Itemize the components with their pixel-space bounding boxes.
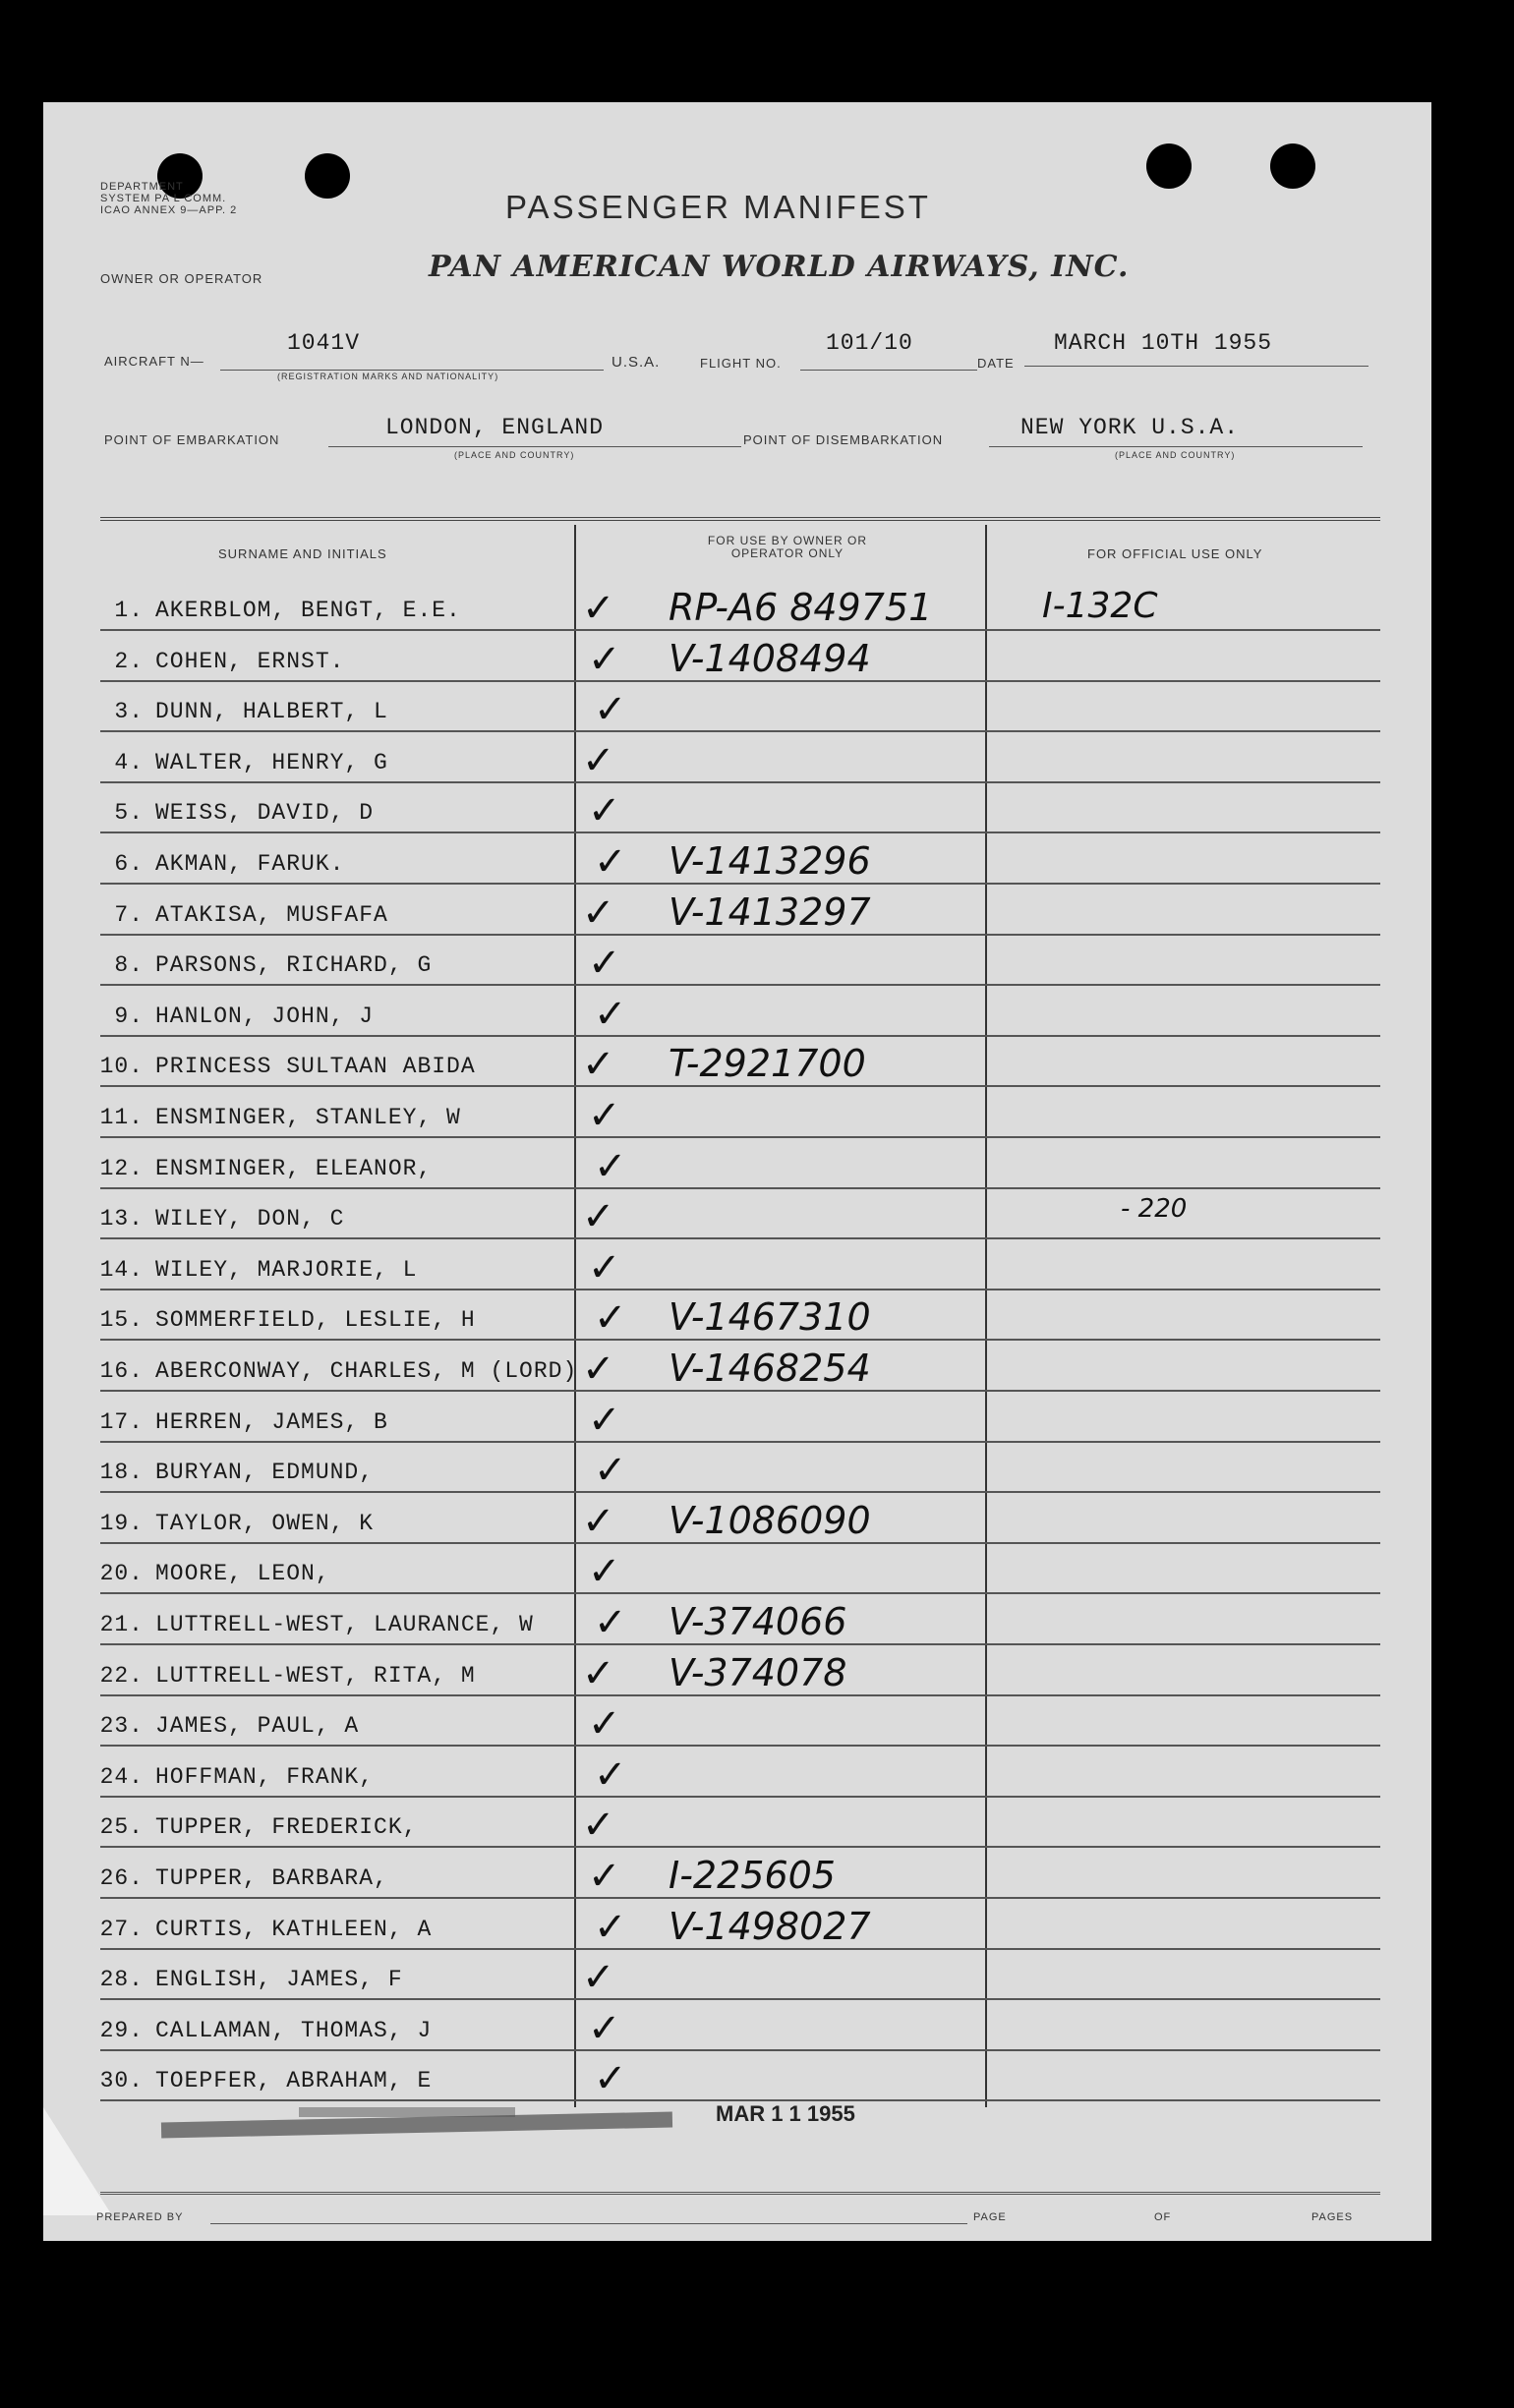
embark-sub: (PLACE AND COUNTRY) xyxy=(454,450,575,460)
date-value: MARCH 10TH 1955 xyxy=(1054,330,1273,356)
check-mark: ✓ xyxy=(582,1194,615,1240)
check-mark: ✓ xyxy=(594,1904,627,1950)
owner-note: V-374078 xyxy=(669,1650,847,1694)
check-mark: ✓ xyxy=(588,2005,621,2051)
check-mark: ✓ xyxy=(582,586,615,631)
name-text: ATAKISA, MUSFAFA xyxy=(155,901,388,928)
name-text: HANLON, JOHN, J xyxy=(155,1003,375,1029)
row-rule xyxy=(100,1846,1380,1848)
received-stamp: MAR 1 1 1955 xyxy=(716,2101,855,2126)
name-text: HERREN, JAMES, B xyxy=(155,1408,388,1435)
row-rule xyxy=(100,629,1380,631)
row-number: 27. xyxy=(99,1916,144,1942)
of-label: OF xyxy=(1154,2211,1172,2223)
row-number: 24. xyxy=(99,1763,144,1790)
row-number: 1. xyxy=(114,598,144,623)
passenger-name xyxy=(94,2018,432,2043)
name-text: WEISS, DAVID, D xyxy=(155,800,375,827)
name-text: TUPPER, FREDERICK, xyxy=(155,1814,418,1841)
row-rule xyxy=(100,1643,1380,1645)
row-rule xyxy=(100,984,1380,986)
passenger-name xyxy=(94,649,344,674)
check-mark: ✓ xyxy=(588,1701,621,1748)
name-text: WALTER, HENRY, G xyxy=(155,749,388,775)
passenger-name xyxy=(94,1409,388,1435)
form-reference: DEPARTMENT SYSTEM PA L COMM. ICAO ANNEX 9—APP. 2 xyxy=(100,181,238,216)
owner-note: RP-A6 849751 xyxy=(669,586,933,629)
check-mark: ✓ xyxy=(582,1803,615,1849)
check-mark: ✓ xyxy=(588,636,621,682)
row-rule xyxy=(100,680,1380,682)
check-mark: ✓ xyxy=(588,941,621,987)
prepared-by-label: PREPARED BY xyxy=(96,2211,184,2223)
name-text: HOFFMAN, FRANK, xyxy=(155,1763,375,1790)
official-note: I-132C xyxy=(1042,586,1158,626)
row-rule xyxy=(100,1998,1380,2000)
owner-label: OWNER OR OPERATOR xyxy=(100,271,263,286)
name-text: TAYLOR, OWEN, K xyxy=(155,1510,375,1536)
passenger-name xyxy=(94,1967,403,1992)
owner-note: V-1408494 xyxy=(669,636,871,680)
row-number: 29. xyxy=(99,2017,144,2043)
passenger-name xyxy=(94,1257,417,1283)
punch-hole xyxy=(305,153,350,199)
aircraft-underline xyxy=(220,370,604,371)
punch-hole xyxy=(1270,143,1315,189)
row-rule xyxy=(100,934,1380,936)
name-text: MOORE, LEON, xyxy=(155,1561,330,1587)
passenger-name xyxy=(94,952,432,978)
name-text: AKERBLOM, BENGT, E.E. xyxy=(155,598,461,623)
name-text: COHEN, ERNST. xyxy=(155,648,345,674)
check-mark: ✓ xyxy=(582,1498,615,1544)
name-text: TUPPER, BARBARA, xyxy=(155,1865,388,1891)
passenger-name xyxy=(94,1713,359,1739)
name-text: ENGLISH, JAMES, F xyxy=(155,1967,403,1993)
row-rule xyxy=(100,831,1380,833)
row-number: 7. xyxy=(114,901,144,928)
flight-label: FLIGHT NO. xyxy=(700,356,782,371)
passenger-name xyxy=(94,2068,432,2093)
passenger-name xyxy=(94,1663,476,1689)
name-text: CURTIS, KATHLEEN, A xyxy=(155,1916,433,1942)
name-text: AKMAN, FARUK. xyxy=(155,851,345,877)
flight-number: 101/10 xyxy=(826,330,913,356)
check-mark: ✓ xyxy=(582,1955,615,2001)
passenger-name xyxy=(94,1156,432,1181)
check-mark: ✓ xyxy=(588,1854,621,1899)
row-rule xyxy=(100,1796,1380,1798)
check-mark: ✓ xyxy=(594,1295,627,1342)
flight-underline xyxy=(800,370,977,371)
redaction-smudge xyxy=(299,2107,515,2117)
row-number: 22. xyxy=(99,1662,144,1689)
row-rule xyxy=(100,1542,1380,1544)
punch-hole xyxy=(1146,143,1192,189)
row-number: 17. xyxy=(99,1408,144,1435)
row-number: 30. xyxy=(99,2068,144,2094)
folded-corner xyxy=(43,2107,112,2215)
row-rule xyxy=(100,2049,1380,2051)
embark-value: LONDON, ENGLAND xyxy=(385,415,605,440)
passenger-name xyxy=(94,1814,417,1840)
passenger-name xyxy=(94,1612,534,1637)
passenger-name xyxy=(94,1003,374,1029)
passenger-name xyxy=(94,1358,577,1384)
row-number: 16. xyxy=(99,1358,144,1384)
pages-label: PAGES xyxy=(1311,2211,1354,2223)
row-number: 4. xyxy=(114,749,144,775)
embark-label: POINT OF EMBARKATION xyxy=(104,432,280,447)
name-text: ENSMINGER, STANLEY, W xyxy=(155,1105,461,1130)
passenger-name xyxy=(94,851,344,877)
name-text: PARSONS, RICHARD, G xyxy=(155,952,433,979)
row-number: 18. xyxy=(99,1460,144,1486)
row-rule xyxy=(100,1745,1380,1747)
row-number: 28. xyxy=(99,1967,144,1993)
column-header-name: SURNAME AND INITIALS xyxy=(218,546,387,561)
check-mark: ✓ xyxy=(582,1650,615,1696)
owner-note: V-1467310 xyxy=(669,1295,871,1340)
check-mark: ✓ xyxy=(594,839,627,885)
row-rule xyxy=(100,1136,1380,1138)
passenger-name xyxy=(94,1307,476,1333)
usa-label: U.S.A. xyxy=(611,354,661,371)
name-text: SOMMERFIELD, LESLIE, H xyxy=(155,1307,476,1334)
passenger-name xyxy=(94,750,388,775)
row-number: 3. xyxy=(114,699,144,725)
footer-rule xyxy=(100,2192,1380,2195)
date-label: DATE xyxy=(977,356,1015,371)
passenger-name xyxy=(94,1054,476,1079)
check-mark: ✓ xyxy=(594,1448,627,1494)
owner-note: T-2921700 xyxy=(669,1042,866,1086)
check-mark: ✓ xyxy=(582,1042,615,1088)
date-underline xyxy=(1024,366,1368,367)
row-number: 15. xyxy=(99,1307,144,1334)
row-number: 14. xyxy=(99,1256,144,1283)
owner-note: V-1413297 xyxy=(669,889,871,934)
page-title: PASSENGER MANIFEST xyxy=(505,189,931,225)
row-rule xyxy=(100,1948,1380,1950)
check-mark: ✓ xyxy=(588,1093,621,1138)
row-number: 2. xyxy=(114,648,144,674)
passenger-name xyxy=(94,1206,344,1232)
manifest-sheet xyxy=(43,102,1431,2241)
row-number: 19. xyxy=(99,1510,144,1536)
table-top-rule xyxy=(100,517,1380,521)
passenger-name xyxy=(94,1511,374,1536)
owner-note: V-1498027 xyxy=(669,1904,871,1948)
name-text: CALLAMAN, THOMAS, J xyxy=(155,2017,433,2043)
aircraft-sub: (REGISTRATION MARKS AND NATIONALITY) xyxy=(277,372,499,381)
row-number: 10. xyxy=(99,1054,144,1080)
name-text: DUNN, HALBERT, L xyxy=(155,699,388,725)
row-number: 6. xyxy=(114,851,144,877)
check-mark: ✓ xyxy=(588,1244,621,1290)
row-number: 8. xyxy=(114,952,144,979)
page-label: PAGE xyxy=(973,2211,1007,2223)
name-text: ENSMINGER, ELEANOR, xyxy=(155,1155,433,1181)
name-text: TOEPFER, ABRAHAM, E xyxy=(155,2068,433,2094)
check-mark: ✓ xyxy=(588,1549,621,1595)
column-divider xyxy=(985,525,987,2107)
name-text: BURYAN, EDMUND, xyxy=(155,1460,375,1486)
row-rule xyxy=(100,730,1380,732)
owner-note: V-1468254 xyxy=(669,1347,871,1390)
row-number: 21. xyxy=(99,1612,144,1637)
row-rule xyxy=(100,1592,1380,1594)
disembark-sub: (PLACE AND COUNTRY) xyxy=(1115,450,1236,460)
row-rule xyxy=(100,1339,1380,1341)
name-text: ABERCONWAY, CHARLES, M (LORD) xyxy=(155,1358,578,1384)
row-rule xyxy=(100,1491,1380,1493)
embark-underline xyxy=(328,446,741,447)
name-text: PRINCESS SULTAAN ABIDA xyxy=(155,1054,476,1080)
passenger-name xyxy=(94,699,388,724)
row-rule xyxy=(100,781,1380,783)
passenger-name xyxy=(94,1917,432,1942)
row-rule xyxy=(100,1237,1380,1239)
passenger-name xyxy=(94,1561,330,1586)
row-rule xyxy=(100,1035,1380,1037)
row-number: 20. xyxy=(99,1561,144,1587)
passenger-name xyxy=(94,1105,461,1130)
row-number: 9. xyxy=(114,1003,144,1029)
row-number: 25. xyxy=(99,1814,144,1841)
row-rule xyxy=(100,1289,1380,1290)
name-text: WILEY, MARJORIE, L xyxy=(155,1256,418,1283)
passenger-name xyxy=(94,1460,374,1485)
name-text: LUTTRELL-WEST, RITA, M xyxy=(155,1662,476,1689)
check-mark: ✓ xyxy=(594,2056,627,2102)
check-mark: ✓ xyxy=(594,687,627,733)
disembark-label: POINT OF DISEMBARKATION xyxy=(743,432,944,447)
check-mark: ✓ xyxy=(582,1347,615,1392)
column-header-official: FOR OFFICIAL USE ONLY xyxy=(1087,546,1263,561)
prepared-by-line xyxy=(210,2223,967,2224)
row-number: 11. xyxy=(99,1105,144,1130)
aircraft-registration: 1041V xyxy=(287,330,361,356)
row-number: 12. xyxy=(99,1155,144,1181)
passenger-name xyxy=(94,800,374,826)
column-header-owner-use: FOR USE BY OWNER OR OPERATOR ONLY xyxy=(707,534,868,560)
row-rule xyxy=(100,1390,1380,1392)
row-number: 23. xyxy=(99,1713,144,1740)
owner-note: V-374066 xyxy=(669,1600,847,1643)
row-number: 13. xyxy=(99,1206,144,1233)
check-mark: ✓ xyxy=(582,737,615,783)
owner-operator: PAN AMERICAN WORLD AIRWAYS, INC. xyxy=(429,250,1130,284)
passenger-name xyxy=(94,1764,374,1790)
row-rule xyxy=(100,883,1380,885)
disembark-value: NEW YORK U.S.A. xyxy=(1020,415,1240,440)
row-rule xyxy=(100,1187,1380,1189)
check-mark: ✓ xyxy=(594,1751,627,1798)
passenger-name xyxy=(94,1865,388,1891)
row-rule xyxy=(100,1085,1380,1087)
check-mark: ✓ xyxy=(594,1600,627,1645)
name-text: LUTTRELL-WEST, LAURANCE, W xyxy=(155,1612,534,1637)
passenger-name xyxy=(94,598,461,623)
name-text: JAMES, PAUL, A xyxy=(155,1713,360,1740)
row-number: 26. xyxy=(99,1865,144,1891)
check-mark: ✓ xyxy=(594,1143,627,1189)
aircraft-label: AIRCRAFT N— xyxy=(104,354,204,369)
row-rule xyxy=(100,1694,1380,1696)
check-mark: ✓ xyxy=(594,991,627,1037)
disembark-underline xyxy=(989,446,1363,447)
row-rule xyxy=(100,1897,1380,1899)
owner-note: V-1413296 xyxy=(669,839,871,883)
check-mark: ✓ xyxy=(588,1397,621,1443)
row-rule xyxy=(100,1441,1380,1443)
check-mark: ✓ xyxy=(588,788,621,834)
check-mark: ✓ xyxy=(582,889,615,936)
official-note: - 220 xyxy=(1121,1194,1188,1225)
column-divider xyxy=(574,525,576,2107)
passenger-name xyxy=(94,902,388,928)
row-number: 5. xyxy=(114,800,144,827)
name-text: WILEY, DON, C xyxy=(155,1206,345,1233)
owner-note: I-225605 xyxy=(669,1854,836,1897)
owner-note: V-1086090 xyxy=(669,1498,871,1542)
